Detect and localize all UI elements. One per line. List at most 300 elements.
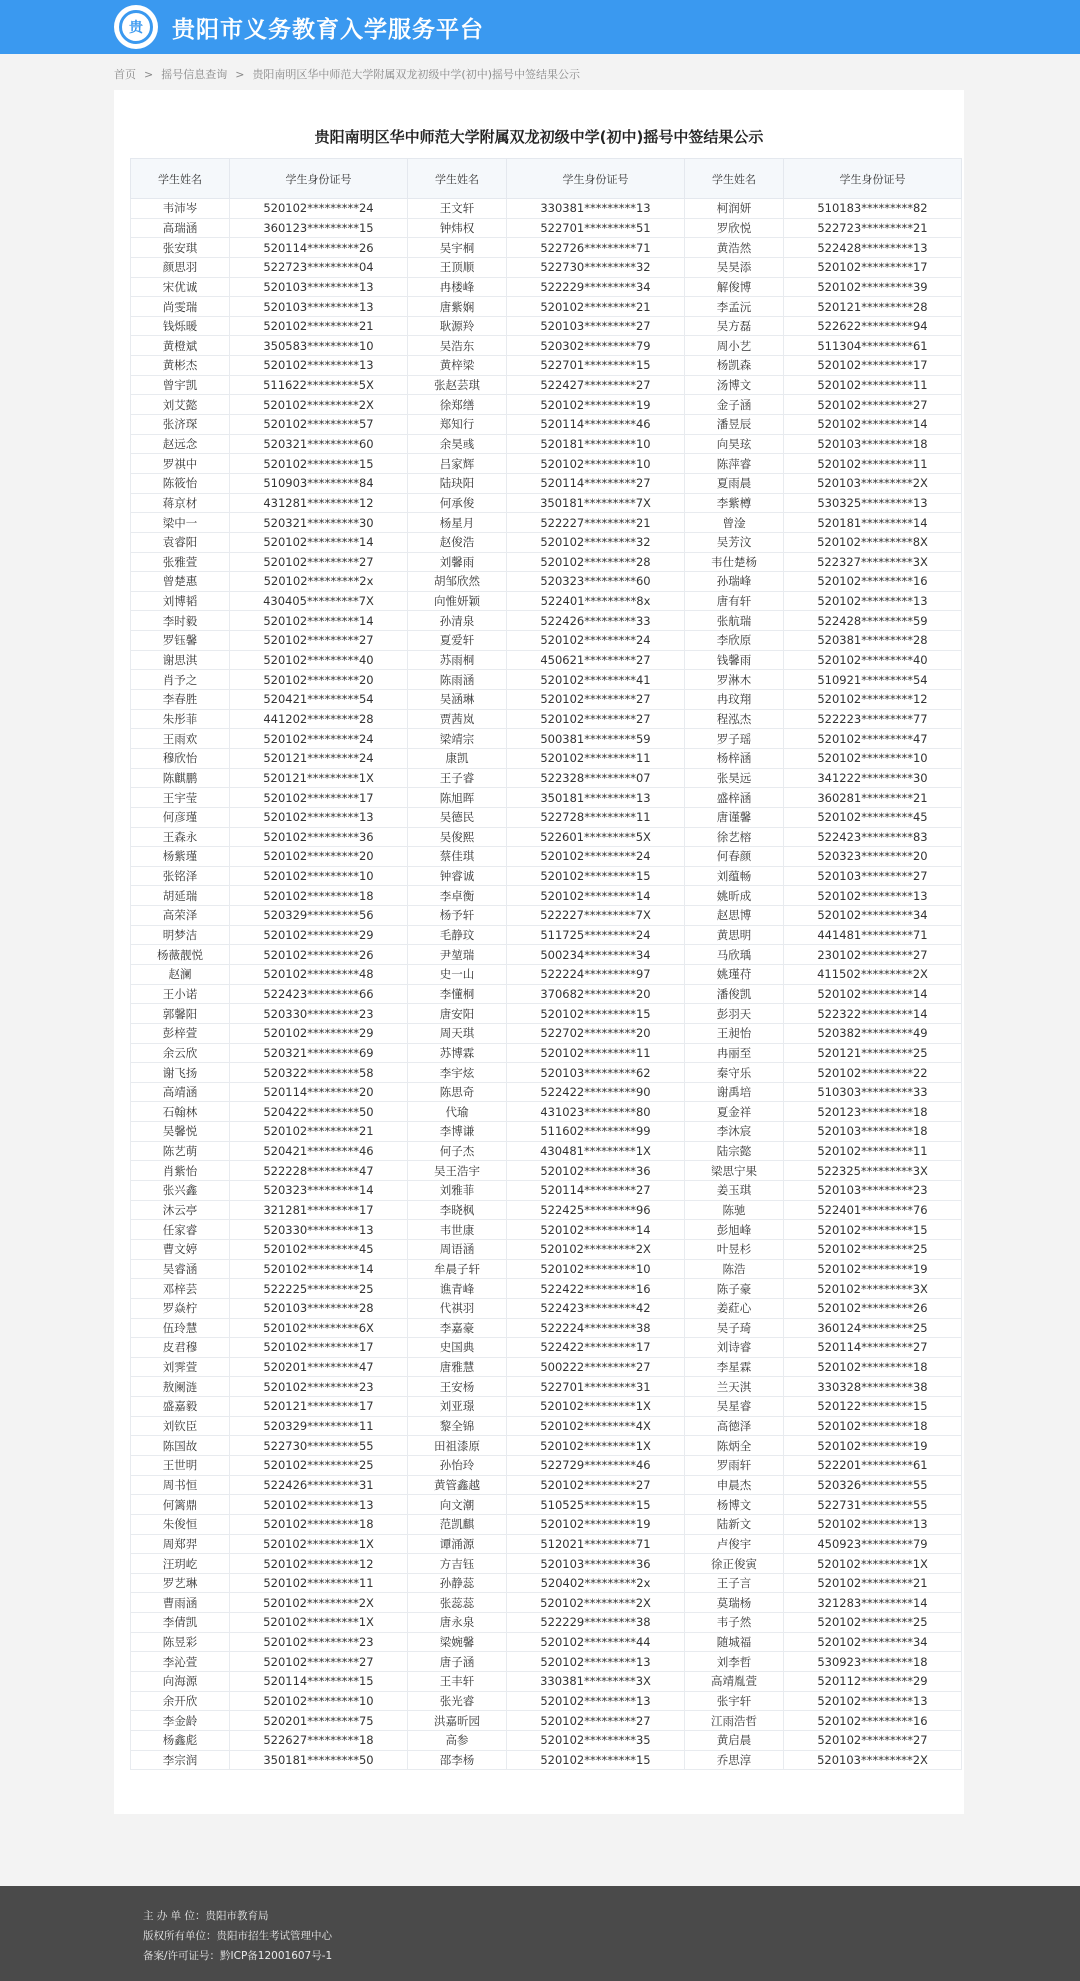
- student-name-cell: 申晨杰: [685, 1475, 784, 1495]
- student-name-cell: 李倩凯: [131, 1613, 230, 1633]
- student-id-cell: 520102*********4X: [507, 1416, 685, 1436]
- site-logo[interactable]: [114, 5, 158, 49]
- student-id-cell: 520103*********27: [784, 866, 962, 886]
- table-row: [131, 886, 962, 906]
- student-id-cell: 522622*********94: [784, 316, 962, 336]
- student-name-cell: 刘艾懿: [131, 395, 230, 415]
- student-name-cell: 邓梓芸: [131, 1279, 230, 1299]
- student-name-cell: 伍玲慧: [131, 1318, 230, 1338]
- student-id-cell: 522723*********21: [784, 218, 962, 238]
- student-name-cell: 张蕊蕊: [408, 1593, 507, 1613]
- column-header: 学生身份证号: [507, 159, 685, 199]
- student-id-cell: 520114*********26: [230, 238, 408, 258]
- student-id-cell: 520323*********60: [507, 572, 685, 592]
- student-name-cell: 穆欣怡: [131, 748, 230, 768]
- student-id-cell: 510303*********33: [784, 1082, 962, 1102]
- student-id-cell: 522322*********14: [784, 1004, 962, 1024]
- table-row: [131, 1220, 962, 1240]
- student-id-cell: 430481*********1X: [507, 1141, 685, 1161]
- student-id-cell: 520102*********1X: [230, 1534, 408, 1554]
- student-name-cell: 朱彤菲: [131, 709, 230, 729]
- student-name-cell: 王丰轩: [408, 1672, 507, 1692]
- table-row: [131, 415, 962, 435]
- student-id-cell: 522227*********7X: [507, 906, 685, 926]
- student-id-cell: 522427*********27: [507, 375, 685, 395]
- student-name-cell: 何彦瑾: [131, 807, 230, 827]
- student-name-cell: 卢俊宇: [685, 1534, 784, 1554]
- footer-copyright: 版权所有单位：贵阳市招生考试管理中心: [143, 1930, 332, 1942]
- student-name-cell: 罗欣悦: [685, 218, 784, 238]
- student-name-cell: 乔思淳: [685, 1750, 784, 1770]
- student-name-cell: 李星霖: [685, 1357, 784, 1377]
- student-name-cell: 蔡佳琪: [408, 847, 507, 867]
- student-name-cell: 袁睿阳: [131, 532, 230, 552]
- table-row: [131, 1416, 962, 1436]
- student-name-cell: 盛梓涵: [685, 788, 784, 808]
- student-id-cell: 520102*********14: [507, 1220, 685, 1240]
- student-name-cell: 盛嘉毅: [131, 1397, 230, 1417]
- student-name-cell: 韦世康: [408, 1220, 507, 1240]
- student-id-cell: 522728*********11: [507, 807, 685, 827]
- student-name-cell: 谯青峰: [408, 1279, 507, 1299]
- student-name-cell: 赵远念: [131, 434, 230, 454]
- student-id-cell: 520103*********13: [230, 297, 408, 317]
- student-name-cell: 周郑羿: [131, 1534, 230, 1554]
- student-id-cell: 520329*********11: [230, 1416, 408, 1436]
- student-name-cell: 陈筱怡: [131, 473, 230, 493]
- student-id-cell: 522426*********31: [230, 1475, 408, 1495]
- student-id-cell: 520102*********36: [230, 827, 408, 847]
- student-name-cell: 吴德民: [408, 807, 507, 827]
- student-id-cell: 520102*********27: [507, 709, 685, 729]
- table-row: [131, 218, 962, 238]
- student-name-cell: 吴王浩宇: [408, 1161, 507, 1181]
- student-name-cell: 钱馨雨: [685, 650, 784, 670]
- student-name-cell: 罗钰馨: [131, 631, 230, 651]
- student-id-cell: 520102*********6X: [230, 1318, 408, 1338]
- table-row: [131, 1181, 962, 1201]
- student-name-cell: 周书恒: [131, 1475, 230, 1495]
- student-name-cell: 孙静蕊: [408, 1573, 507, 1593]
- student-name-cell: 夏爱轩: [408, 631, 507, 651]
- student-name-cell: 陈炳全: [685, 1436, 784, 1456]
- student-id-cell: 520102*********17: [230, 788, 408, 808]
- student-id-cell: 530923*********18: [784, 1652, 962, 1672]
- table-row: [131, 788, 962, 808]
- table-row: [131, 1357, 962, 1377]
- table-row: [131, 611, 962, 631]
- table-row: [131, 1691, 962, 1711]
- student-id-cell: 520102*********1X: [507, 1397, 685, 1417]
- student-id-cell: 520102*********14: [784, 984, 962, 1004]
- student-name-cell: 莫瑞杨: [685, 1593, 784, 1613]
- student-id-cell: 520103*********2X: [784, 473, 962, 493]
- student-name-cell: 刘李哲: [685, 1652, 784, 1672]
- student-name-cell: 唐安阳: [408, 1004, 507, 1024]
- student-name-cell: 高靖涵: [131, 1082, 230, 1102]
- table-row: [131, 316, 962, 336]
- student-name-cell: 余开欣: [131, 1691, 230, 1711]
- student-id-cell: 520102*********21: [507, 297, 685, 317]
- student-name-cell: 沐云亭: [131, 1200, 230, 1220]
- student-name-cell: 李博谦: [408, 1122, 507, 1142]
- student-name-cell: 李沐宸: [685, 1122, 784, 1142]
- table-row: [131, 532, 962, 552]
- student-id-cell: 522425*********96: [507, 1200, 685, 1220]
- student-id-cell: 522422*********90: [507, 1082, 685, 1102]
- table-row: [131, 297, 962, 317]
- student-id-cell: 520102*********2X: [230, 1593, 408, 1613]
- student-id-cell: 522428*********59: [784, 611, 962, 631]
- table-row: [131, 906, 962, 926]
- table-row: [131, 395, 962, 415]
- table-row: [131, 1004, 962, 1024]
- student-name-cell: 李嘉豪: [408, 1318, 507, 1338]
- student-name-cell: 吴方磊: [685, 316, 784, 336]
- student-name-cell: 谢思淇: [131, 650, 230, 670]
- student-id-cell: 522328*********07: [507, 768, 685, 788]
- breadcrumb-home[interactable]: 首页: [114, 68, 136, 81]
- student-id-cell: 520102*********10: [230, 866, 408, 886]
- student-name-cell: 王文轩: [408, 199, 507, 219]
- student-name-cell: 石翰林: [131, 1102, 230, 1122]
- student-name-cell: 康凯: [408, 748, 507, 768]
- student-id-cell: 520102*********14: [784, 415, 962, 435]
- student-id-cell: 520102*********17: [230, 1338, 408, 1358]
- student-id-cell: 520103*********62: [507, 1063, 685, 1083]
- student-id-cell: 520102*********27: [507, 1475, 685, 1495]
- student-name-cell: 黄彬杰: [131, 356, 230, 376]
- student-name-cell: 罗祺中: [131, 454, 230, 474]
- student-name-cell: 彭羽天: [685, 1004, 784, 1024]
- table-row: [131, 827, 962, 847]
- table-row: [131, 1377, 962, 1397]
- table-row: [131, 1652, 962, 1672]
- table-row: [131, 1534, 962, 1554]
- student-name-cell: 李沁萱: [131, 1652, 230, 1672]
- student-id-cell: 350181*********50: [230, 1750, 408, 1770]
- student-name-cell: 张安琪: [131, 238, 230, 258]
- student-id-cell: 321283*********14: [784, 1593, 962, 1613]
- student-name-cell: 耿源羚: [408, 316, 507, 336]
- student-id-cell: 441202*********28: [230, 709, 408, 729]
- table-row: [131, 238, 962, 258]
- table-row: [131, 572, 962, 592]
- table-row: [131, 650, 962, 670]
- table-header-row: [131, 159, 962, 199]
- student-id-cell: 520102*********28: [507, 552, 685, 572]
- student-id-cell: 520102*********23: [230, 1632, 408, 1652]
- student-name-cell: 韦仕楚杨: [685, 552, 784, 572]
- student-id-cell: 520330*********13: [230, 1220, 408, 1240]
- student-id-cell: 520102*********48: [230, 964, 408, 984]
- student-id-cell: 520102*********16: [784, 572, 962, 592]
- student-id-cell: 520102*********26: [230, 945, 408, 965]
- breadcrumb-section[interactable]: 摇号信息查询: [161, 68, 228, 81]
- student-name-cell: 姚瑾苻: [685, 964, 784, 984]
- student-name-cell: 张济琛: [131, 415, 230, 435]
- student-name-cell: 余昊彧: [408, 434, 507, 454]
- student-name-cell: 黎全锦: [408, 1416, 507, 1436]
- student-id-cell: 520102*********45: [230, 1239, 408, 1259]
- table-row: [131, 1456, 962, 1476]
- student-name-cell: 何子杰: [408, 1141, 507, 1161]
- student-name-cell: 洪嘉昕园: [408, 1711, 507, 1731]
- table-row: [131, 1122, 962, 1142]
- student-id-cell: 520102*********14: [230, 532, 408, 552]
- student-name-cell: 孙怡玲: [408, 1456, 507, 1476]
- student-id-cell: 450923*********79: [784, 1534, 962, 1554]
- student-id-cell: 522723*********04: [230, 257, 408, 277]
- table-row: [131, 1239, 962, 1259]
- student-name-cell: 明梦洁: [131, 925, 230, 945]
- student-name-cell: 李卓衡: [408, 886, 507, 906]
- student-id-cell: 520201*********47: [230, 1357, 408, 1377]
- student-name-cell: 罗淋木: [685, 670, 784, 690]
- table-row: [131, 1711, 962, 1731]
- student-name-cell: 罗艺琳: [131, 1573, 230, 1593]
- student-name-cell: 吴馨悦: [131, 1122, 230, 1142]
- student-id-cell: 511304*********61: [784, 336, 962, 356]
- column-header: 学生姓名: [131, 159, 230, 199]
- student-id-cell: 370682*********20: [507, 984, 685, 1004]
- student-id-cell: 520102*********34: [784, 906, 962, 926]
- student-id-cell: 522701*********15: [507, 356, 685, 376]
- student-id-cell: 520102*********11: [784, 375, 962, 395]
- student-id-cell: 520102*********27: [784, 1730, 962, 1750]
- student-id-cell: 522228*********47: [230, 1161, 408, 1181]
- student-id-cell: 522225*********25: [230, 1279, 408, 1299]
- student-name-cell: 陈艺萌: [131, 1141, 230, 1161]
- student-id-cell: 500381*********59: [507, 729, 685, 749]
- student-name-cell: 韦沛岑: [131, 199, 230, 219]
- student-id-cell: 520121*********25: [784, 1043, 962, 1063]
- student-name-cell: 代祺羽: [408, 1298, 507, 1318]
- table-row: [131, 729, 962, 749]
- student-name-cell: 程泓杰: [685, 709, 784, 729]
- table-row: [131, 1495, 962, 1515]
- student-name-cell: 杨梓涵: [685, 748, 784, 768]
- student-id-cell: 520102*********39: [784, 277, 962, 297]
- student-id-cell: 520102*********32: [507, 532, 685, 552]
- student-id-cell: 520102*********14: [230, 1259, 408, 1279]
- student-name-cell: 吕家辉: [408, 454, 507, 474]
- student-name-cell: 尚雯瑞: [131, 297, 230, 317]
- student-id-cell: 350583*********10: [230, 336, 408, 356]
- student-id-cell: 520323*********20: [784, 847, 962, 867]
- table-row: [131, 1082, 962, 1102]
- student-name-cell: 徐郑缮: [408, 395, 507, 415]
- student-id-cell: 522327*********3X: [784, 552, 962, 572]
- table-row: [131, 1475, 962, 1495]
- student-id-cell: 520102*********14: [230, 611, 408, 631]
- student-name-cell: 梁婉馨: [408, 1632, 507, 1652]
- student-name-cell: 姜葒心: [685, 1298, 784, 1318]
- student-name-cell: 唐雅慧: [408, 1357, 507, 1377]
- student-name-cell: 苏博霖: [408, 1043, 507, 1063]
- student-id-cell: 520102*********19: [507, 1514, 685, 1534]
- student-id-cell: 520102*********13: [507, 1691, 685, 1711]
- student-name-cell: 江雨浩哲: [685, 1711, 784, 1731]
- student-name-cell: 吴昊添: [685, 257, 784, 277]
- student-name-cell: 刘钦臣: [131, 1416, 230, 1436]
- student-id-cell: 500222*********27: [507, 1357, 685, 1377]
- table-row: [131, 1259, 962, 1279]
- student-id-cell: 510183*********82: [784, 199, 962, 219]
- student-id-cell: 520102*********15: [507, 1004, 685, 1024]
- student-id-cell: 520102*********27: [507, 690, 685, 710]
- student-name-cell: 史一山: [408, 964, 507, 984]
- student-name-cell: 钟炜权: [408, 218, 507, 238]
- footer-icp[interactable]: 备案/许可证号：黔ICP备12001607号-1: [143, 1950, 333, 1962]
- student-id-cell: 520102*********47: [784, 729, 962, 749]
- student-name-cell: 曹文婷: [131, 1239, 230, 1259]
- student-id-cell: 520102*********13: [784, 886, 962, 906]
- student-name-cell: 李晓枫: [408, 1200, 507, 1220]
- student-name-cell: 秦守乐: [685, 1063, 784, 1083]
- student-id-cell: 520102*********2x: [230, 572, 408, 592]
- student-id-cell: 520102*********2X: [507, 1239, 685, 1259]
- column-header: 学生姓名: [685, 159, 784, 199]
- student-id-cell: 522701*********31: [507, 1377, 685, 1397]
- student-id-cell: 520122*********15: [784, 1397, 962, 1417]
- student-id-cell: 520321*********30: [230, 513, 408, 533]
- student-name-cell: 刘霁萱: [131, 1357, 230, 1377]
- student-id-cell: 520322*********58: [230, 1063, 408, 1083]
- student-name-cell: 蒋京材: [131, 493, 230, 513]
- student-id-cell: 522731*********55: [784, 1495, 962, 1515]
- table-row: [131, 1298, 962, 1318]
- student-name-cell: 柯润妍: [685, 199, 784, 219]
- student-id-cell: 522423*********66: [230, 984, 408, 1004]
- table-row: [131, 964, 962, 984]
- student-name-cell: 杨予轩: [408, 906, 507, 926]
- student-id-cell: 520381*********28: [784, 631, 962, 651]
- student-name-cell: 李欣原: [685, 631, 784, 651]
- student-name-cell: 曾楚惠: [131, 572, 230, 592]
- site-header: [0, 0, 1080, 54]
- student-id-cell: 522730*********55: [230, 1436, 408, 1456]
- site-title[interactable]: 贵阳市义务教育入学服务平台: [172, 16, 484, 43]
- student-id-cell: 520326*********55: [784, 1475, 962, 1495]
- table-row: [131, 748, 962, 768]
- student-name-cell: 肖予之: [131, 670, 230, 690]
- table-row: [131, 356, 962, 376]
- student-id-cell: 520102*********19: [784, 1436, 962, 1456]
- student-id-cell: 520102*********20: [230, 847, 408, 867]
- student-id-cell: 520112*********29: [784, 1672, 962, 1692]
- student-id-cell: 520102*********13: [230, 1495, 408, 1515]
- student-id-cell: 511622*********5X: [230, 375, 408, 395]
- student-id-cell: 520102*********20: [230, 670, 408, 690]
- student-id-cell: 520102*********14: [507, 886, 685, 906]
- student-name-cell: 陆宗懿: [685, 1141, 784, 1161]
- student-id-cell: 520102*********19: [784, 1259, 962, 1279]
- student-name-cell: 陈昱彩: [131, 1632, 230, 1652]
- student-id-cell: 520102*********27: [230, 631, 408, 651]
- student-name-cell: 任家睿: [131, 1220, 230, 1240]
- table-row: [131, 925, 962, 945]
- student-id-cell: 520102*********10: [230, 1691, 408, 1711]
- table-row: [131, 513, 962, 533]
- column-header: 学生身份证号: [784, 159, 962, 199]
- student-name-cell: 何春颜: [685, 847, 784, 867]
- student-name-cell: 毛静玟: [408, 925, 507, 945]
- student-id-cell: 520421*********46: [230, 1141, 408, 1161]
- student-name-cell: 李时毅: [131, 611, 230, 631]
- student-name-cell: 史国典: [408, 1338, 507, 1358]
- student-name-cell: 王子睿: [408, 768, 507, 788]
- table-row: [131, 768, 962, 788]
- student-id-cell: 350181*********7X: [507, 493, 685, 513]
- student-id-cell: 520102*********34: [784, 1632, 962, 1652]
- student-id-cell: 522227*********21: [507, 513, 685, 533]
- table-row: [131, 1161, 962, 1181]
- student-id-cell: 520103*********2X: [784, 1750, 962, 1770]
- student-id-cell: 520102*********11: [784, 454, 962, 474]
- student-name-cell: 刘雅菲: [408, 1181, 507, 1201]
- student-id-cell: 520114*********20: [230, 1082, 408, 1102]
- student-id-cell: 520102*********11: [784, 1141, 962, 1161]
- student-id-cell: 520114*********27: [784, 1338, 962, 1358]
- student-name-cell: 吴睿涵: [131, 1259, 230, 1279]
- student-name-cell: 黄浩然: [685, 238, 784, 258]
- student-name-cell: 徐艺榕: [685, 827, 784, 847]
- table-row: [131, 1200, 962, 1220]
- table-row: [131, 552, 962, 572]
- student-name-cell: 敖阑涟: [131, 1377, 230, 1397]
- student-name-cell: 李孟沅: [685, 297, 784, 317]
- student-name-cell: 周语涵: [408, 1239, 507, 1259]
- student-name-cell: 唐紫娴: [408, 297, 507, 317]
- table-row: [131, 277, 962, 297]
- student-name-cell: 向惟妍颖: [408, 591, 507, 611]
- student-id-cell: 520102*********2X: [507, 1593, 685, 1613]
- student-id-cell: 330381*********3X: [507, 1672, 685, 1692]
- page-title: 贵阳南明区华中师范大学附属双龙初级中学(初中)摇号中签结果公示: [314, 128, 764, 146]
- student-name-cell: 刘蕴畅: [685, 866, 784, 886]
- table-row: [131, 493, 962, 513]
- student-name-cell: 徐正俊寅: [685, 1554, 784, 1574]
- student-name-cell: 梁靖宗: [408, 729, 507, 749]
- student-name-cell: 陈浩: [685, 1259, 784, 1279]
- student-name-cell: 罗焱柠: [131, 1298, 230, 1318]
- student-id-cell: 520102*********29: [230, 925, 408, 945]
- student-id-cell: 360123*********15: [230, 218, 408, 238]
- student-id-cell: 522325*********3X: [784, 1161, 962, 1181]
- student-id-cell: 520102*********2X: [230, 395, 408, 415]
- student-name-cell: 姚昕成: [685, 886, 784, 906]
- student-name-cell: 高荣泽: [131, 906, 230, 926]
- student-id-cell: 520102*********21: [230, 316, 408, 336]
- student-name-cell: 谭涌源: [408, 1534, 507, 1554]
- table-row: [131, 1063, 962, 1083]
- student-id-cell: 522229*********38: [507, 1613, 685, 1633]
- student-id-cell: 520102*********1X: [507, 1436, 685, 1456]
- student-id-cell: 520102*********24: [230, 729, 408, 749]
- student-id-cell: 520102*********11: [230, 1573, 408, 1593]
- student-id-cell: 522201*********61: [784, 1456, 962, 1476]
- student-name-cell: 叶昱杉: [685, 1239, 784, 1259]
- table-row: [131, 1436, 962, 1456]
- breadcrumb-separator: >: [235, 68, 245, 81]
- student-id-cell: 520102*********45: [784, 807, 962, 827]
- student-id-cell: 522224*********97: [507, 964, 685, 984]
- student-id-cell: 520321*********69: [230, 1043, 408, 1063]
- student-name-cell: 王子言: [685, 1573, 784, 1593]
- student-name-cell: 向文潮: [408, 1495, 507, 1515]
- student-name-cell: 冉玟翔: [685, 690, 784, 710]
